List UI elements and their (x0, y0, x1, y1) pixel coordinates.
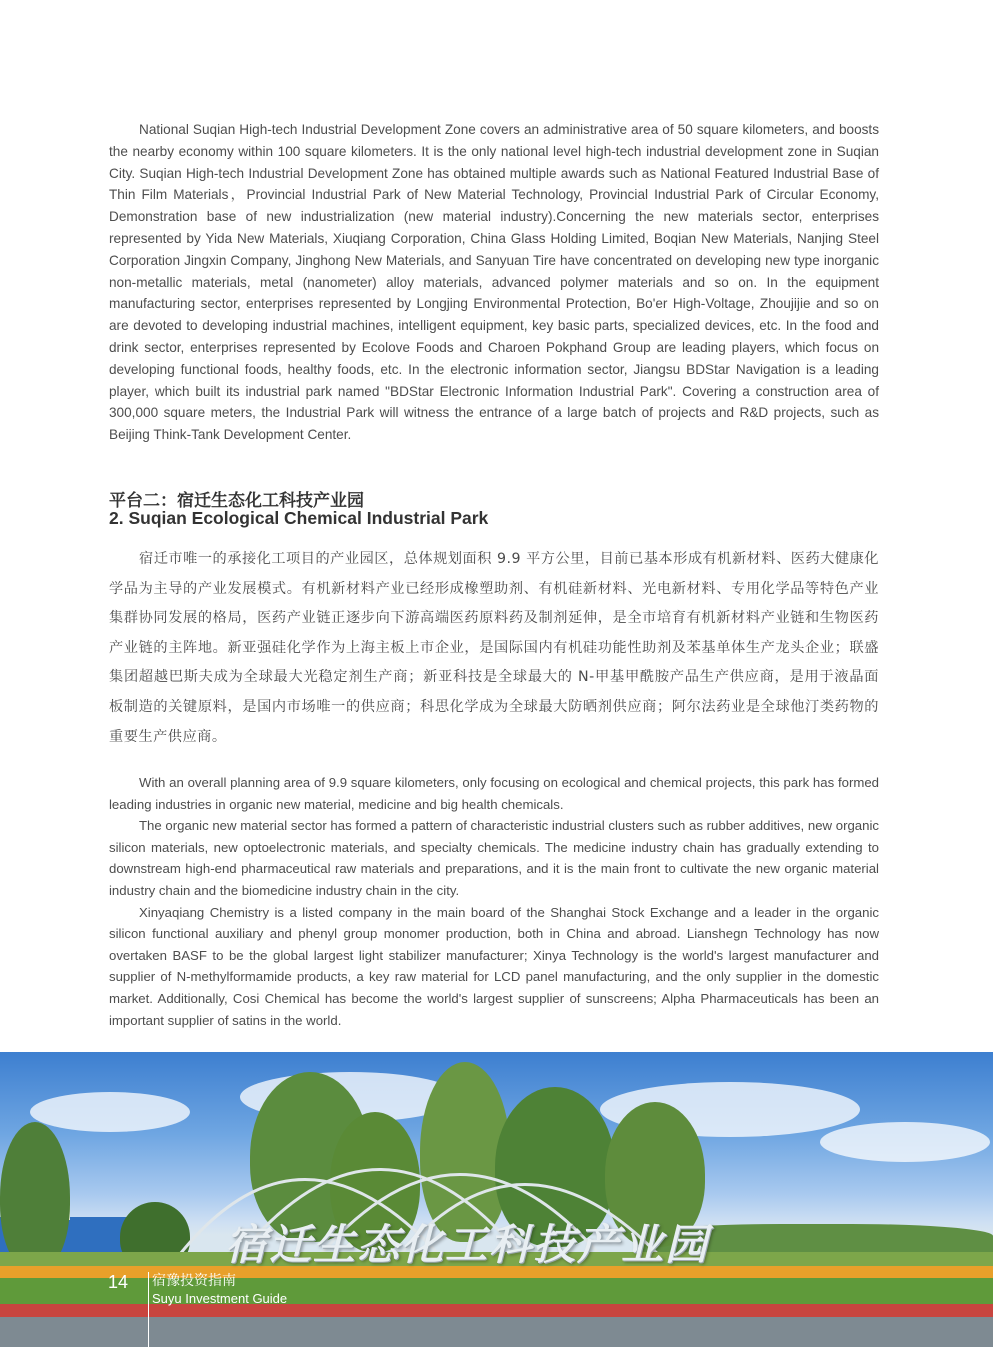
footer-guide-cn: 宿豫投资指南 (152, 1273, 236, 1289)
chinese-paragraph: 宿迁市唯一的承接化工项目的产业园区，总体规划面积 9.9 平方公里，目前已基本形成有机新材料、医药大健康化学品为主导的产业发展模式。有机新材料产业已经形成橡塑助剂、有机硅新材料、光电新材料、专用化学品等特色产业集群协同发展的格局，医药产业链正逐步向下游高端医药原料药及制剂延伸，是全市培育有机新材料产业链和生物医药产业链的主阵地。新亚强硅化学作为上海主板上市企业，是国际国内有机硅功能性助剂及苯基单体生产龙头企业；联盛集团超越巴斯夫成为全球最大光稳定剂生产商；新亚科技是全球最大的 N-甲基甲酰胺产品生产供应商，是用于液晶面板制造的关键原料，是国内市场唯一的供应商；科思化学成为全球最大防晒剂供应商；阿尔法药业是全球他汀类药物的重要生产供应商。 (109, 551, 879, 745)
cloud-shape (820, 1122, 990, 1162)
english-paragraphs (109, 772, 879, 1031)
english-paragraph-2: The organic new material sector has formed a pattern of characteristic industrial clusters such as rubber additives, new organic silicon materials, new optoelectronic materials, and specialty chemicals. The medicine industry chain has gradually extending to downstream high-end pharmaceutical raw materials and preparations, and it is the main front to cultivate the new organic material industry chain and the biomedicine industry chain in the city. (109, 818, 879, 898)
intro-paragraph: National Suqian High-tech Industrial Development Zone covers an administrative area of 50 square kilometers, and boosts the nearby economy within 100 square kilometers. It is the only national level high-tech industrial development zone in Suqian City. Suqian High-tech Industrial Development Zone has obtained multiple awards such as National Featured Industrial Base of Thin Film Materials，Provincial Industrial Park of New Material Technology, Provincial Industrial Park of Circular Economy, Demonstration base of new industrialization (new material industry).Concerning the new materials sector, enterprises represented by Yida New Materials, Xiuqiang Corporation, China Glass Holding Limited, Boqian New Materials, Nanjing Steel Corporation Jingxin Company, Jinghong New Materials, and Sanyuan Tire have concentrated on developing new type inorganic non-metallic materials, metal (nanometer) alloy materials, advanced polymer materials and so on. In the equipment manufacturing sector, enterprises represented by Longjing Environmental Protection, Bo'er High-Voltage, Zhoujijie and so on are devoted to developing industrial machines, intelligent equipment, key basic parts, specialized devices, etc. In the food and drink sector, enterprises represented by Ecolove Foods and Charoen Pokphand Group are leading players, which focus on developing functional foods, healthy foods, etc. In the electronic information sector, Jiangsu BDStar Navigation is a leading player, which built its industrial park named "BDStar Electronic Information Industrial Park". Covering a construction area of 300,000 square meters, the Industrial Park will witness the entrance of a large batch of projects and R&D projects, such as Beijing Think-Tank Development Center. (109, 122, 879, 443)
section-heading-cn: 平台二：宿迁生态化工科技产业园 (109, 491, 364, 511)
page-number: 14 (108, 1272, 129, 1292)
english-paragraph-1: With an overall planning area of 9.9 square kilometers, only focusing on ecological and chemical projects, this park has formed leading industries in organic new material, medicine and big health chemicals. (109, 775, 879, 812)
section-heading-en: 2. Suqian Ecological Chemical Industrial Park (109, 508, 489, 528)
english-paragraph-3: Xinyaqiang Chemistry is a listed company in the main board of the Shanghai Stock Exchange and a leader in the organic silicon functional auxiliary and phenyl group monomer production, both in China and abroad. Lianshegn Technology has now overtaken BASF to be the global largest light stabilizer manufacturer; Xinya Technology is the world's largest manufacturer and supplier of N-methylformamide products, a key raw material for LCD panel manufacturing, and the only supplier in the domestic market. Additionally, Cosi Chemical has become the world's largest supplier of sunscreens; Alpha Pharmaceuticals has been an important supplier of satins in the world. (109, 904, 879, 1028)
footer-guide-en: Suyu Investment Guide (152, 1291, 288, 1306)
footer-divider (148, 1272, 149, 1347)
tree-shape (0, 1122, 70, 1272)
park-sign-text: 宿迁生态化工科技产业园 (225, 1220, 710, 1269)
